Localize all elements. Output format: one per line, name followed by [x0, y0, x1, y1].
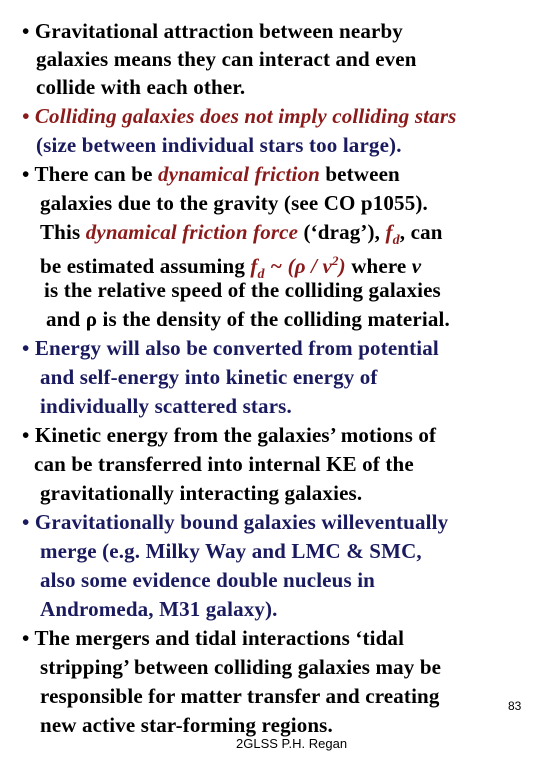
formula-subscript-d: d [257, 267, 265, 283]
text-run: between [319, 162, 400, 186]
symbol-v: v [411, 254, 422, 278]
bullet-5-line-2: can be transferred into internal KE of the [34, 452, 414, 476]
term-dynamical-friction-force: dynamical friction force [85, 220, 299, 244]
bullet-3-line-1 [22, 161, 400, 187]
text-run: be estimated assuming [40, 254, 251, 278]
bullet-7-line-4: new active star-forming regions. [40, 713, 333, 737]
bullet-1-line-1: • Gravitational attraction between nearby [22, 19, 403, 43]
bullet-3-line-2: galaxies due to the gravity (see CO p1055). [40, 191, 428, 215]
bullet-3-line-5: is the relative speed of the colliding galaxies [44, 278, 441, 302]
page-number: 83 [508, 699, 522, 713]
term-dynamical-friction: dynamical friction [158, 162, 320, 186]
bullet-6-line-2: merge (e.g. Milky Way and LMC & SMC, [40, 539, 422, 563]
bullet-6-line-3: also some evidence double nucleus in [40, 568, 376, 592]
text-run: , can [399, 220, 443, 244]
formula-f: f [250, 254, 258, 278]
bullet-1-line-3: collide with each other. [36, 75, 246, 99]
bullet-3-line-6: and ρ is the density of the colliding material. [46, 307, 450, 331]
bullet-7-line-3: responsible for matter transfer and creating [40, 684, 440, 708]
text-run: where [345, 254, 412, 278]
formula-body: ~ (ρ / v [264, 254, 332, 278]
bullet-4-line-1: • Energy will also be converted from potential [22, 336, 439, 360]
bullet-5-line-1: • Kinetic energy from the galaxies’ motions of [22, 423, 437, 447]
subscript-d: d [392, 233, 400, 249]
bullet-1-line-2: galaxies means they can interact and even [36, 47, 417, 71]
text-run: (‘drag’), [298, 220, 386, 244]
bullet-2-line-1: • Colliding galaxies does not imply colliding stars [22, 104, 457, 128]
text-run: • There can be [22, 162, 158, 186]
text-run: This [40, 220, 86, 244]
bullet-2-line-2: (size between individual stars too large). [36, 133, 402, 157]
bullet-7-line-2: stripping’ between colliding galaxies may be [40, 655, 442, 679]
bullet-4-line-2: and self-energy into kinetic energy of [40, 365, 378, 389]
formula-superscript-2: 2 [332, 253, 339, 268]
bullet-6-line-1: • Gravitationally bound galaxies willeventually [22, 510, 449, 534]
bullet-5-line-3: gravitationally interacting galaxies. [40, 481, 363, 505]
symbol-f: f [385, 220, 393, 244]
formula-close: ) [338, 254, 346, 278]
bullet-6-line-4: Andromeda, M31 galaxy). [40, 597, 278, 621]
bullet-4-line-3: individually scattered stars. [40, 394, 292, 418]
footer-text: 2GLSS P.H. Regan [236, 736, 348, 751]
bullet-7-line-1: • The mergers and tidal interactions ‘tidal [22, 626, 405, 650]
